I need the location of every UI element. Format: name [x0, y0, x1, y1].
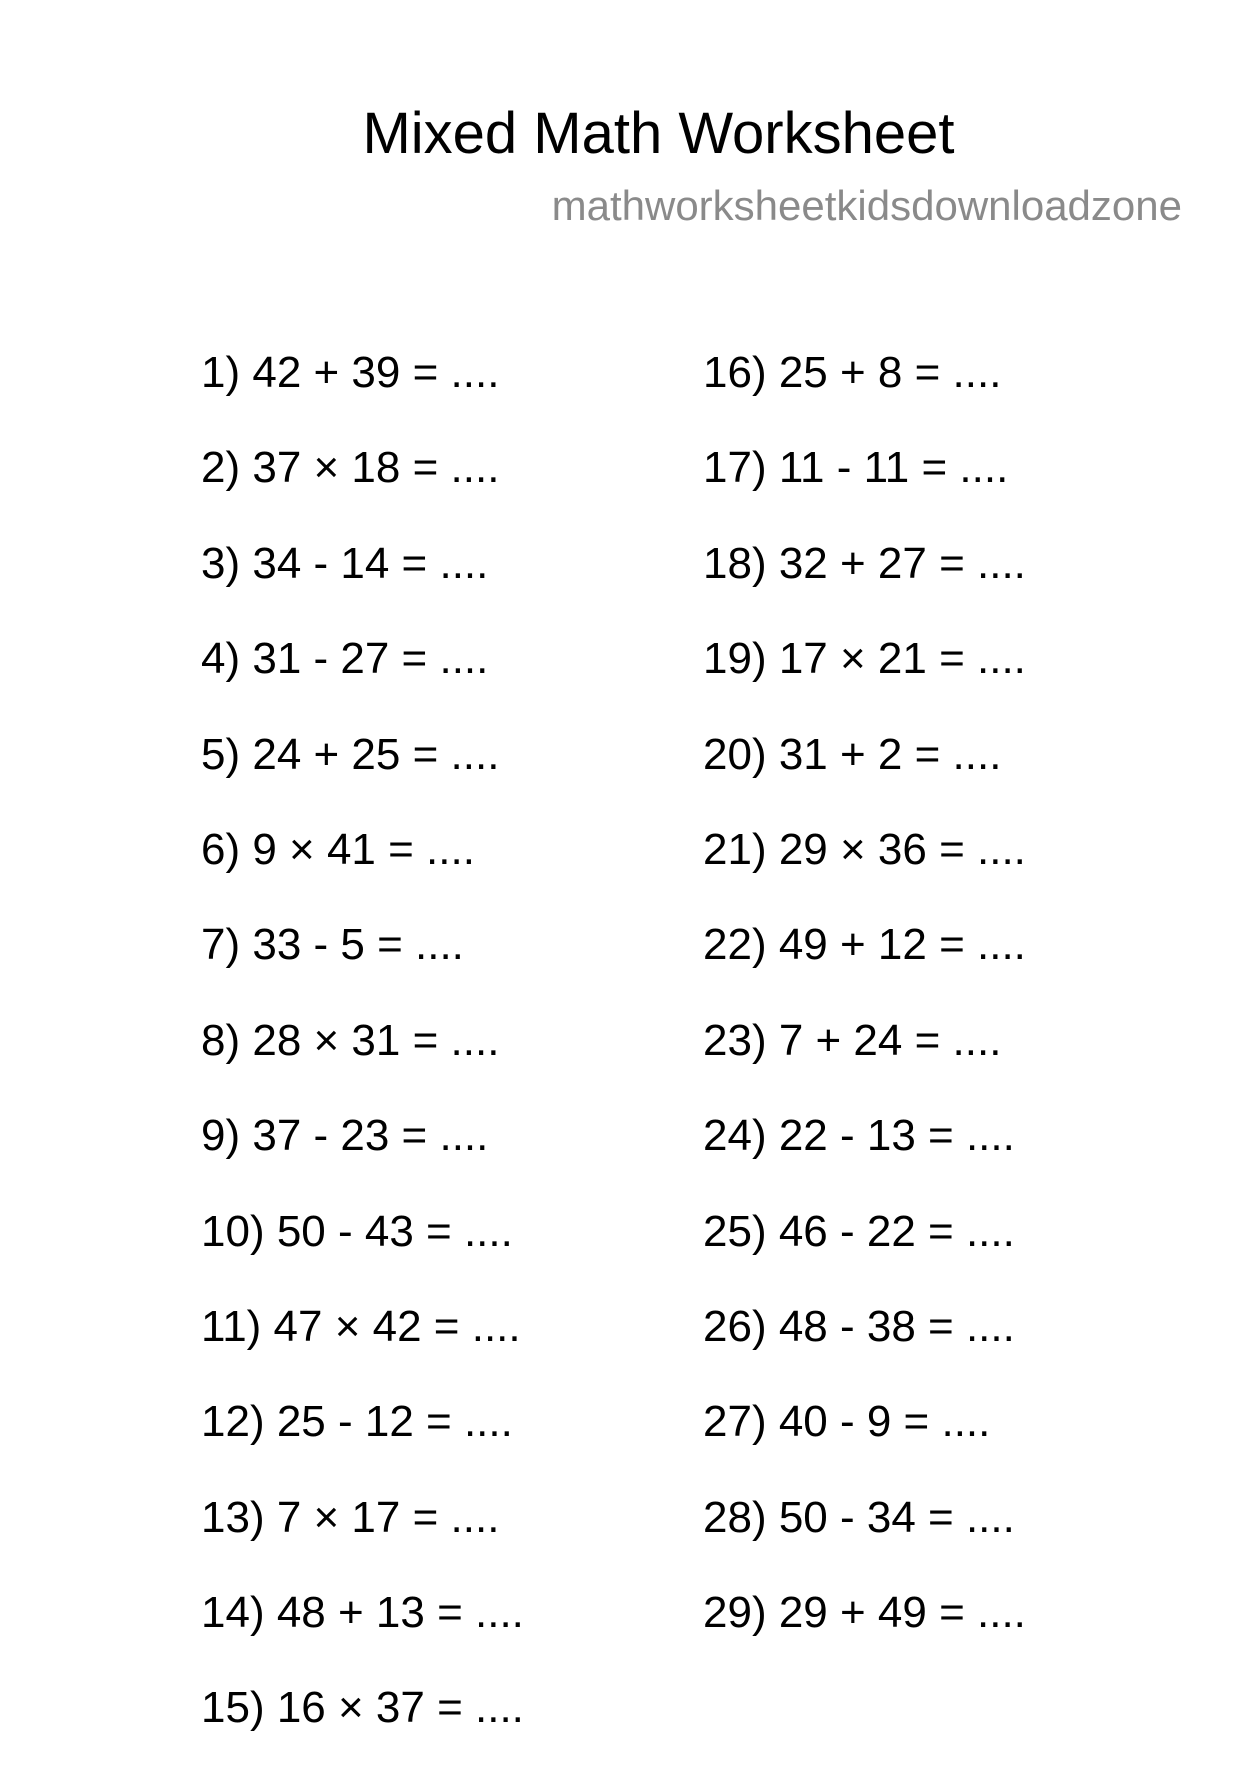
worksheet-source-label: mathworksheetkidsdownloadzone	[551, 182, 1182, 229]
problem-10: 10) 50 - 43 = ....	[201, 1206, 513, 1256]
problem-15: 15) 16 × 37 = ....	[201, 1683, 524, 1733]
problem-13: 13) 7 × 17 = ....	[201, 1492, 500, 1542]
problem-28: 28) 50 - 34 = ....	[703, 1492, 1015, 1542]
problem-21: 21) 29 × 36 = ....	[703, 824, 1026, 874]
worksheet-title: Mixed Math Worksheet	[362, 101, 955, 166]
problem-16: 16) 25 + 8 = ....	[703, 348, 1002, 397]
problem-1: 1) 42 + 39 = ....	[201, 348, 500, 397]
problem-27: 27) 40 - 9 = ....	[703, 1397, 991, 1447]
problems-column-left	[201, 347, 524, 1778]
problem-3: 3) 34 - 14 = ....	[201, 538, 489, 588]
problem-23: 23) 7 + 24 = ....	[703, 1015, 1002, 1065]
problem-4: 4) 31 - 27 = ....	[201, 634, 489, 684]
problem-22: 22) 49 + 12 = ....	[703, 920, 1026, 970]
problem-17: 17) 11 - 11 = ....	[703, 443, 1009, 493]
problem-25: 25) 46 - 22 = ....	[703, 1206, 1015, 1256]
problem-11: 11) 47 × 42 = ....	[201, 1301, 521, 1351]
problem-7: 7) 33 - 5 = ....	[201, 920, 464, 970]
problem-20: 20) 31 + 2 = ....	[703, 729, 1002, 779]
problem-19: 19) 17 × 21 = ....	[703, 634, 1026, 684]
problem-26: 26) 48 - 38 = ....	[703, 1301, 1015, 1351]
problems-column-right	[703, 347, 1026, 1682]
problem-2: 2) 37 × 18 = ....	[201, 443, 500, 493]
problem-12: 12) 25 - 12 = ....	[201, 1397, 513, 1447]
problem-5: 5) 24 + 25 = ....	[201, 729, 500, 779]
problem-6: 6) 9 × 41 = ....	[201, 824, 475, 874]
problem-18: 18) 32 + 27 = ....	[703, 538, 1026, 588]
problem-8: 8) 28 × 31 = ....	[201, 1015, 500, 1065]
problem-14: 14) 48 + 13 = ....	[201, 1588, 524, 1638]
problem-9: 9) 37 - 23 = ....	[201, 1111, 489, 1161]
problem-24: 24) 22 - 13 = ....	[703, 1111, 1015, 1161]
problem-29: 29) 29 + 49 = ....	[703, 1588, 1026, 1638]
